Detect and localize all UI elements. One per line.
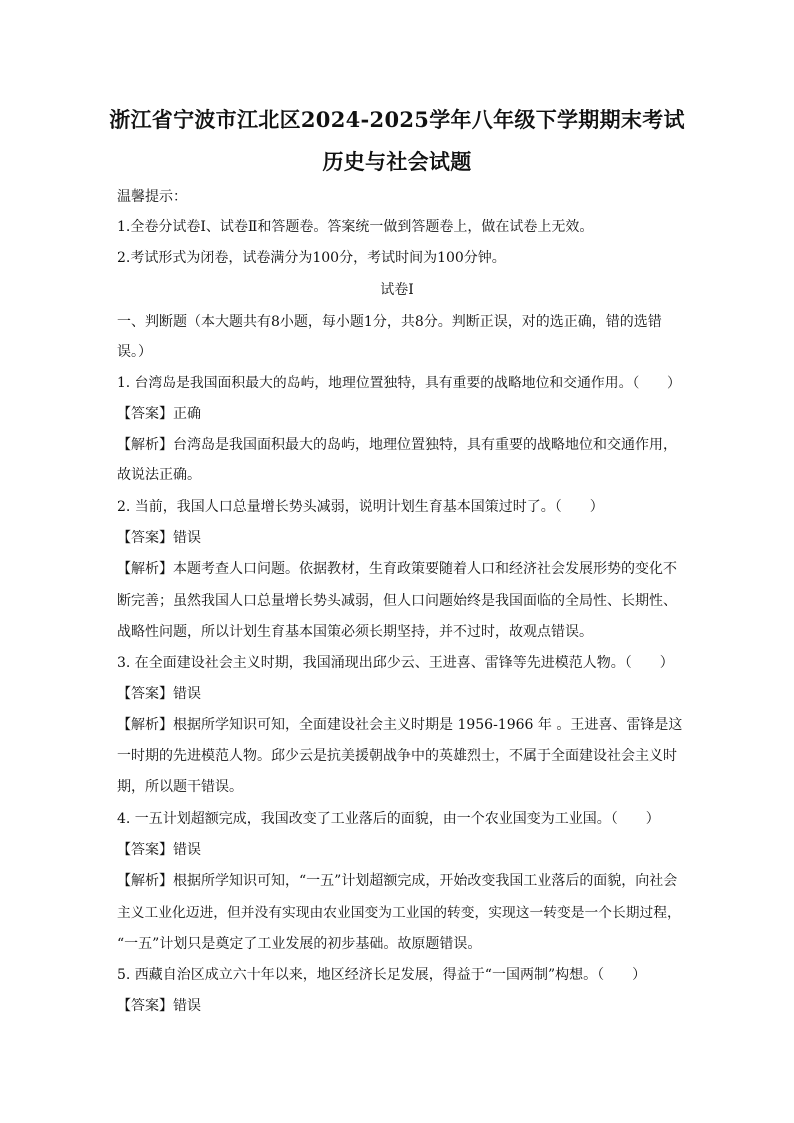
question-1: 1. 台湾岛是我国面积最大的岛屿，地理位置独特，具有重要的战略地位和交通作用。（ ） bbox=[117, 375, 681, 391]
answer-2: 【答案】错误 bbox=[117, 530, 201, 546]
explanation-2-line-3: 战略性问题，所以计划生育基本国策必须长期坚持，并不过时，故观点错误。 bbox=[117, 624, 593, 640]
explanation-4-line-3: “一五”计划只是奠定了工业发展的初步基础。故原题错误。 bbox=[117, 936, 482, 952]
explanation-3-line-3: 期，所以题干错误。 bbox=[117, 779, 243, 795]
explanation-3-line-2: 一时期的先进模范人物。邱少云是抗美援朝战争中的英雄烈士，不属于全面建设社会主义时 bbox=[117, 748, 677, 764]
explanation-3-line-1: 【解析】根据所学知识可知，全面建设社会主义时期是 1956-1966 年 。王进喜、雷锋是这 bbox=[117, 717, 683, 733]
section-heading-line-1: 一、判断题（本大题共有8小题，每小题1分，共8分。判断正误，对的选正确，错的选错 bbox=[117, 314, 662, 330]
explanation-2-line-1: 【解析】本题考查人口问题。依据教材，生育政策要随着人口和经济社会发展形势的变化不 bbox=[117, 561, 677, 577]
hint-2: 2.考试形式为闭卷，试卷满分为100分，考试时间为100分钟。 bbox=[117, 250, 506, 266]
answer-5: 【答案】错误 bbox=[117, 998, 201, 1014]
explanation-1-line-1: 【解析】台湾岛是我国面积最大的岛屿，地理位置独特，具有重要的战略地位和交通作用， bbox=[117, 437, 677, 453]
hint-title: 温馨提示： bbox=[117, 189, 187, 205]
answer-4: 【答案】错误 bbox=[117, 842, 201, 858]
explanation-2-line-2: 断完善；虽然我国人口总量增长势头减弱，但人口问题始终是我国面临的全局性、长期性、 bbox=[117, 593, 677, 609]
question-2: 2. 当前，我国人口总量增长势头减弱，说明计划生育基本国策过时了。（ ） bbox=[117, 499, 604, 515]
question-4: 4. 一五计划超额完成，我国改变了工业落后的面貌，由一个农业国变为工业国。（ ） bbox=[117, 811, 660, 827]
answer-3: 【答案】错误 bbox=[117, 686, 201, 702]
paper-label: 试卷Ⅰ bbox=[380, 282, 414, 298]
hint-1: 1.全卷分试卷Ⅰ、试卷Ⅱ和答题卷。答案统一做到答题卷上，做在试卷上无效。 bbox=[117, 219, 594, 235]
answer-1: 【答案】正确 bbox=[117, 406, 201, 422]
explanation-4-line-2: 主义工业化迈进，但并没有实现由农业国变为工业国的转变，实现这一转变是一个长期过程， bbox=[117, 905, 681, 921]
question-3: 3. 在全面建设社会主义时期，我国涌现出邱少云、王进喜、雷锋等先进模范人物。（ ） bbox=[117, 655, 674, 671]
title-line-1: 浙江省宁波市江北区2024-2025学年八年级下学期期末考试 bbox=[109, 107, 685, 132]
title-line-2: 历史与社会试题 bbox=[322, 149, 472, 174]
explanation-4-line-1: 【解析】根据所学知识可知，“一五”计划超额完成，开始改变我国工业落后的面貌，向社会 bbox=[117, 873, 678, 889]
section-heading-line-2: 误。） bbox=[117, 344, 152, 360]
explanation-1-line-2: 故说法正确。 bbox=[117, 467, 201, 483]
question-5: 5. 西藏自治区成立六十年以来，地区经济长足发展，得益于“一国两制”构想。（ ） bbox=[117, 967, 647, 983]
